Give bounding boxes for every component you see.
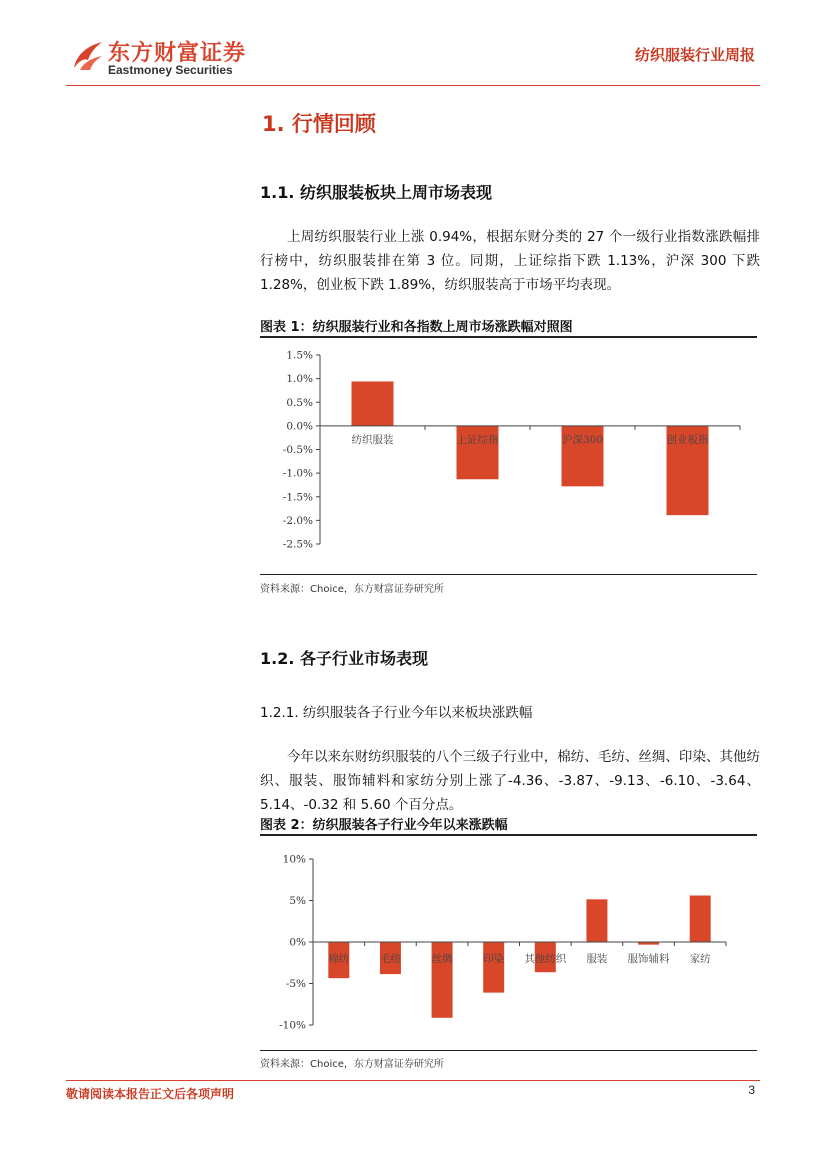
y-tick-label: 1.5% <box>286 349 313 362</box>
y-tick-label: 0.5% <box>286 396 313 409</box>
figure-1-bottom-rule <box>260 574 757 575</box>
category-label: 家纺 <box>689 953 711 965</box>
brand-name-en: Eastmoney Securities <box>108 63 233 77</box>
subsubsection-heading: 1.2.1. 纺织服装各子行业今年以来板块涨跌幅 <box>260 705 533 721</box>
category-label: 丝绸 <box>431 953 453 965</box>
category-label: 纺织服装 <box>351 433 394 446</box>
y-tick-label: -1.5% <box>282 491 313 504</box>
figure-2-top-rule <box>260 834 757 836</box>
category-label: 服装 <box>586 953 608 965</box>
category-label: 创业板指 <box>666 433 709 446</box>
category-label: 毛纺 <box>379 953 401 965</box>
figure-1-top-rule <box>260 336 757 338</box>
subsection-heading-2: 1.2. 各子行业市场表现 <box>260 649 428 668</box>
brand-name-cn: 东方财富证券 <box>108 41 247 66</box>
y-tick-label: -1.0% <box>282 467 313 480</box>
figure-2-title: 图表 2：纺织服装各子行业今年以来涨跌幅 <box>260 818 508 833</box>
y-tick-label: 0% <box>289 936 306 949</box>
y-tick-label: -0.5% <box>282 444 313 456</box>
figure-2-source: 资料来源：Choice，东方财富证券研究所 <box>260 1059 444 1070</box>
brand-logo-icon <box>70 38 106 72</box>
y-tick-label: 0.0% <box>286 420 313 433</box>
category-label: 印染 <box>483 953 505 965</box>
y-tick-label: 5% <box>289 895 306 907</box>
figure-1-source: 资料来源：Choice，东方财富证券研究所 <box>260 584 444 595</box>
category-label: 其他纺织 <box>524 953 567 965</box>
footer-disclaimer: 敬请阅读本报告正文后各项声明 <box>66 1087 235 1101</box>
section-heading: 1. 行情回顾 <box>262 112 376 136</box>
figure-2-bottom-rule <box>260 1050 757 1051</box>
y-tick-label: -10% <box>279 1019 306 1032</box>
category-label: 上证综指 <box>456 433 499 446</box>
y-tick-label: 10% <box>282 853 306 866</box>
bar <box>352 381 394 425</box>
y-tick-label: -5% <box>285 978 306 990</box>
figure-2-chart <box>260 840 757 1048</box>
paragraph-subindustry-performance <box>260 745 760 817</box>
page-number: 3 <box>748 1083 755 1097</box>
header-divider <box>66 85 760 86</box>
subsection-heading-1: 1.1. 纺织服装板块上周市场表现 <box>260 183 492 202</box>
bar <box>483 942 504 993</box>
figure-1-title: 图表 1：纺织服装行业和各指数上周市场涨跌幅对照图 <box>260 320 573 335</box>
footer-divider <box>66 1080 760 1081</box>
category-label: 棉纺 <box>328 953 350 965</box>
paragraph-text: 今年以来东财纺织服装的八个三级子行业中，棉纺、毛纺、丝绸、印染、其他纺织、服装、服饰辅料和家纺分别上涨了-4.36、-3.87、-9.13、-6.10、-3.64、5.14、-0.32 和 5.60 个百分点。 <box>260 749 760 813</box>
figure-1-chart <box>260 340 757 572</box>
paragraph-weekly-performance <box>260 225 760 297</box>
bar <box>586 899 607 942</box>
y-tick-label: -2.5% <box>282 538 313 551</box>
report-title: 纺织服装行业周报 <box>634 46 755 64</box>
y-tick-label: 1.0% <box>286 373 313 386</box>
bar <box>690 896 711 942</box>
paragraph-text: 上周纺织服装行业上涨 0.94%，根据东财分类的 27 个一级行业指数涨跌幅排行榜中，纺织服装排在第 3 位。同期，上证综指下跌 1.13%，沪深 300 下跌 1.28%，创业板下跌 1.89%，纺织服装高于市场平均表现。 <box>260 229 760 293</box>
category-label: 沪深300 <box>561 433 604 446</box>
y-tick-label: -2.0% <box>282 514 313 527</box>
category-label: 服饰辅料 <box>627 953 670 965</box>
